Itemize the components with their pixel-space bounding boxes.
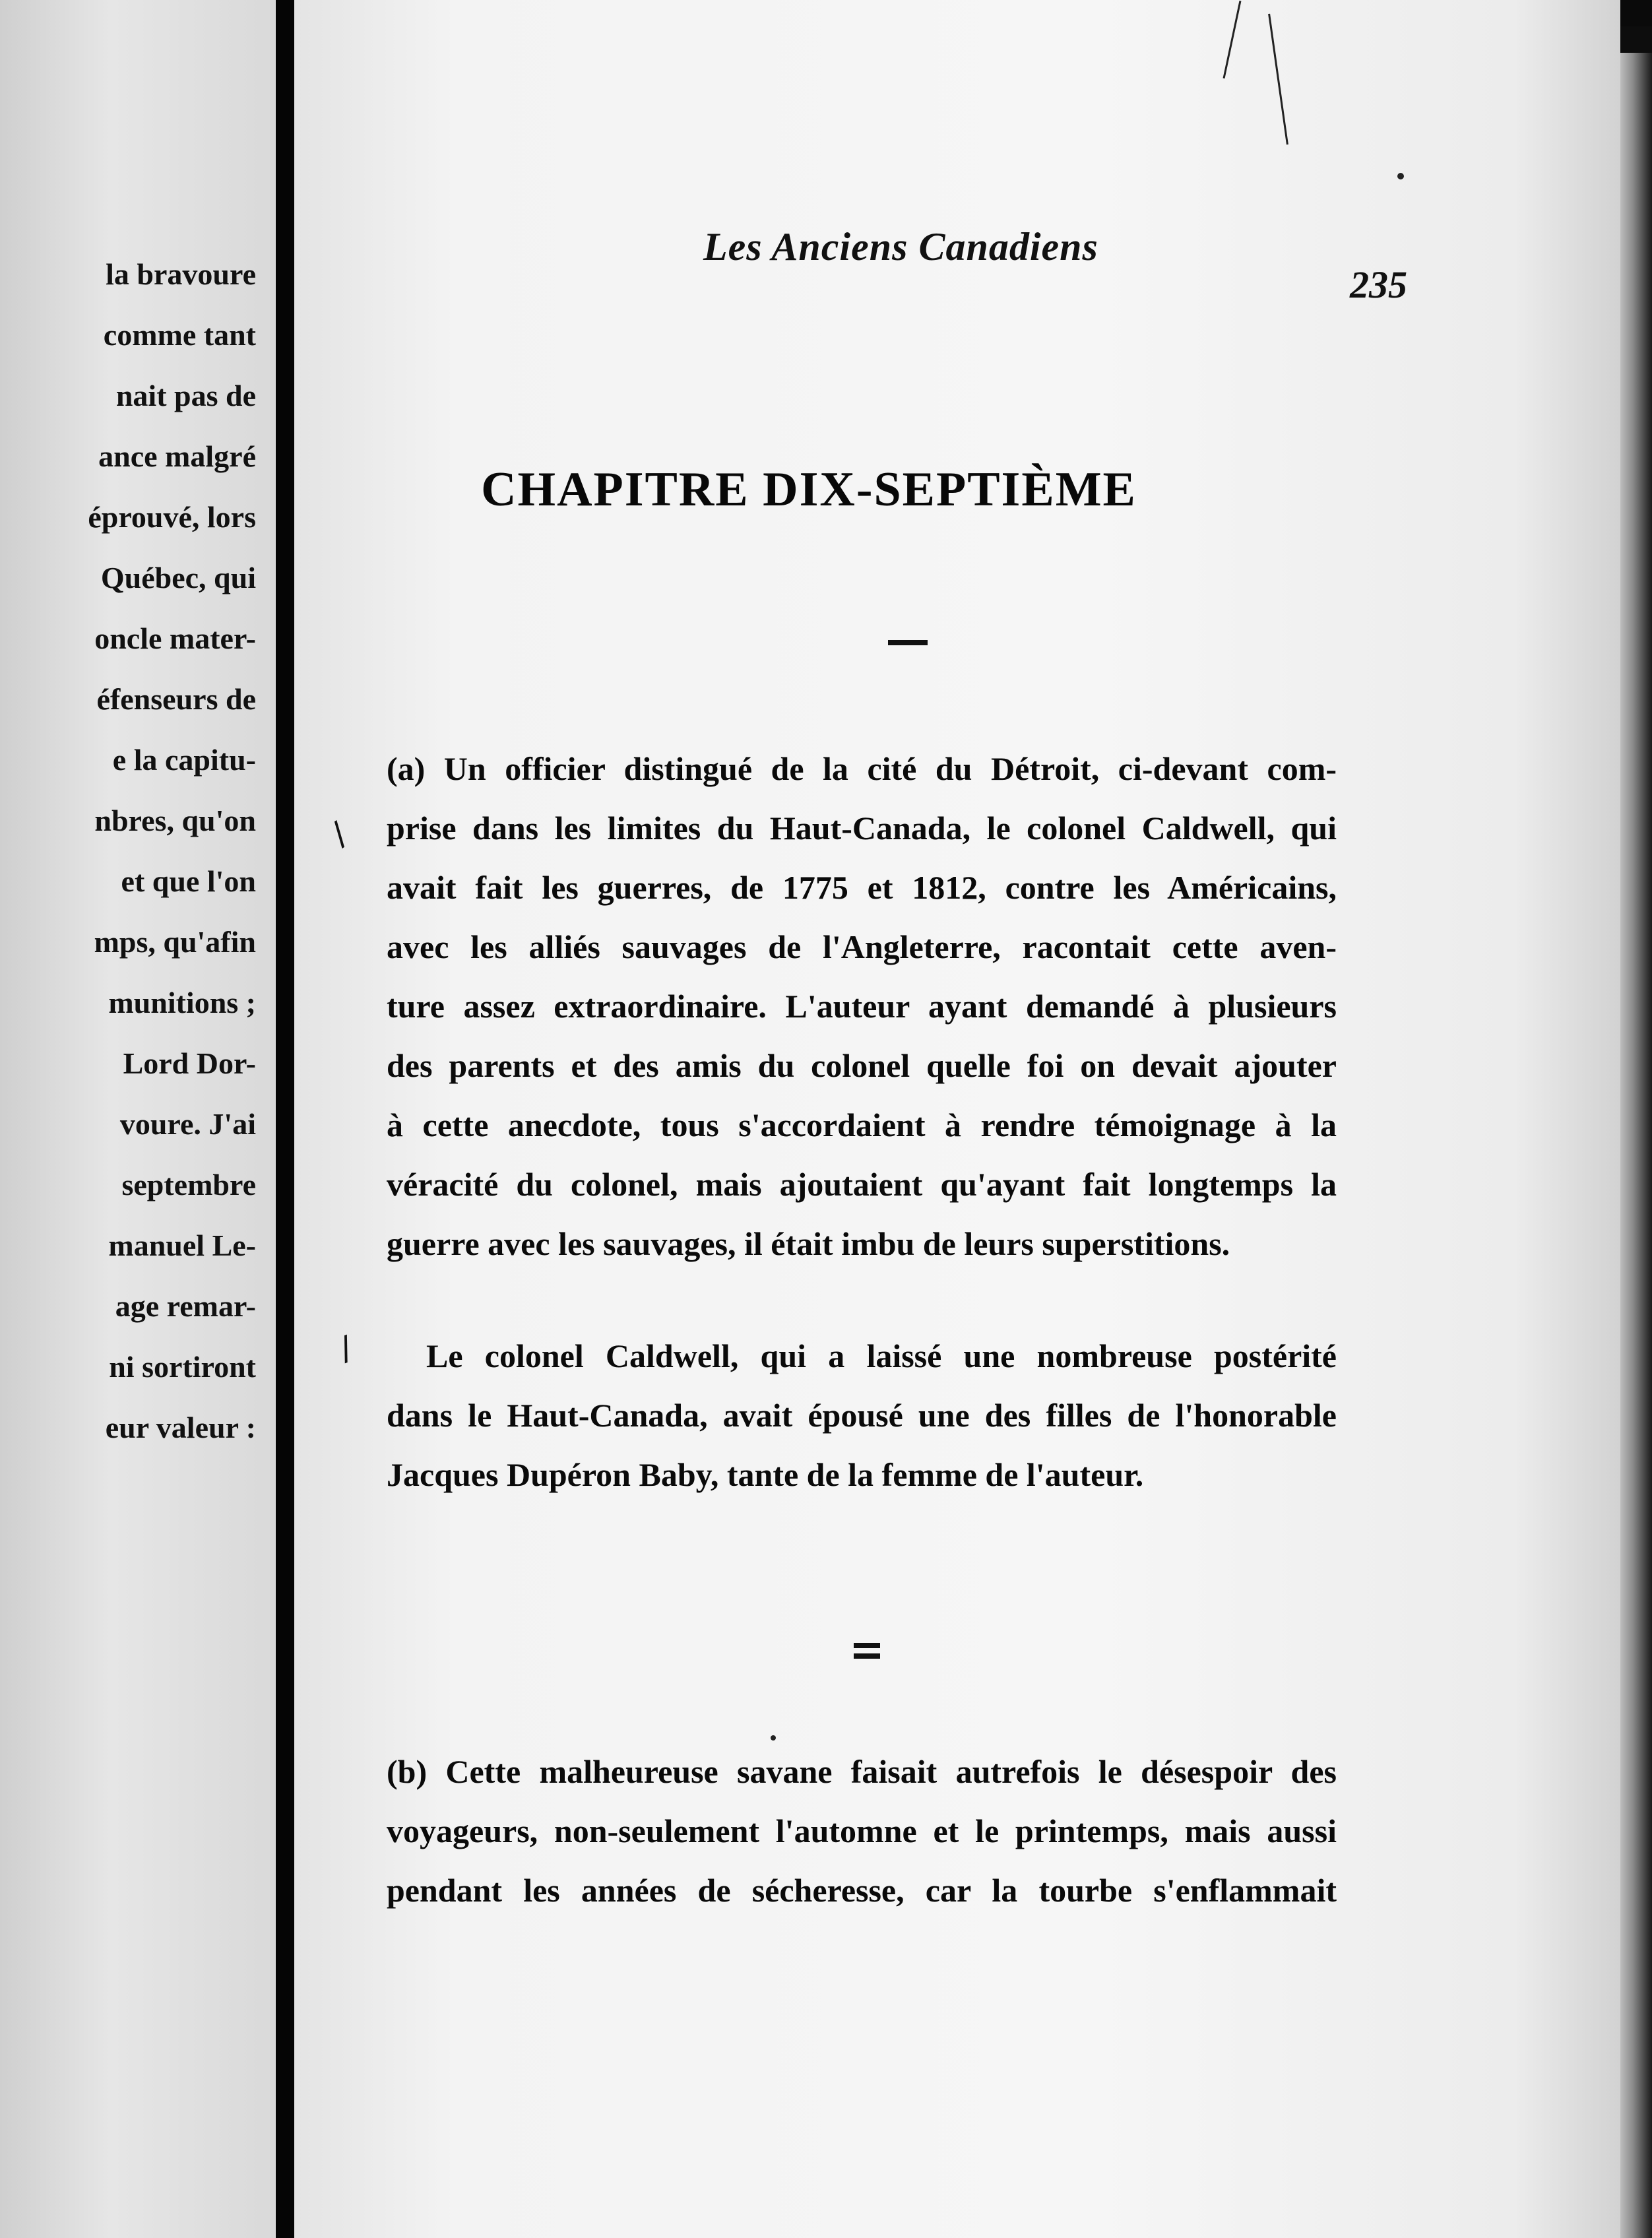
left-page-text	[88, 244, 256, 1458]
note-line: Jacques Dupéron Baby, tante de la femme de l'auteur.	[387, 1456, 1144, 1493]
note-line: des parents et des amis du colonel quelle foi on devait ajouter	[387, 1047, 1337, 1084]
left-line: la bravoure	[106, 257, 256, 291]
note-line: véracité du colonel, mais ajoutaient qu'ayant fait longtemps la	[387, 1166, 1337, 1203]
ornament-dash	[854, 1643, 880, 1648]
margin-pencil-mark: /	[333, 1326, 359, 1371]
note-line: dans le Haut-Canada, avait épousé une des filles de l'honorable	[387, 1397, 1337, 1434]
note-line: Le colonel Caldwell, qui a laissé une nombreuse postérité	[426, 1337, 1337, 1374]
left-line: septembre	[121, 1168, 256, 1201]
note-line: à cette anecdote, tous s'accordaient à rendre témoignage à la	[387, 1106, 1337, 1143]
left-line: mps, qu'afin	[94, 925, 256, 959]
note-line: prise dans les limites du Haut-Canada, le colonel Caldwell, qui	[387, 810, 1337, 847]
note-line: voyageurs, non-seulement l'automne et le printemps, mais aussi	[387, 1812, 1337, 1849]
note-a-continued	[387, 1326, 1337, 1504]
left-line: eur valeur :	[105, 1411, 256, 1444]
scratch-line	[1223, 1, 1242, 79]
main-page	[294, 0, 1620, 2238]
left-line: munitions ;	[108, 986, 256, 1019]
left-line: nbres, qu'on	[94, 804, 256, 837]
page-edge-shadow	[1620, 53, 1652, 2238]
left-line: éfenseurs de	[96, 682, 256, 716]
note-b	[387, 1742, 1337, 1920]
left-line: nait pas de	[115, 379, 256, 412]
left-line: comme tant	[103, 318, 256, 352]
running-title: Les Anciens Canadiens	[703, 225, 1098, 269]
left-line: oncle mater-	[94, 622, 256, 655]
chapter-title: CHAPITRE DIX-SEPTIÈME	[481, 463, 1137, 517]
left-facing-page	[0, 0, 276, 2238]
note-line: (b) Cette malheureuse savane faisait autrefois le désespoir des	[387, 1753, 1337, 1790]
left-line: Lord Dor-	[123, 1046, 256, 1080]
note-line: pendant les années de sécheresse, car la tourbe s'enflammait	[387, 1872, 1337, 1909]
note-line: guerre avec les sauvages, il était imbu de leurs superstitions.	[387, 1225, 1230, 1262]
left-line: et que l'on	[121, 864, 256, 898]
book-gutter	[276, 0, 294, 2238]
scratch-line	[1268, 14, 1288, 144]
left-line: voure. J'ai	[119, 1107, 256, 1141]
ornament-dash	[888, 640, 928, 645]
ornament-dash	[854, 1653, 880, 1659]
note-a	[387, 739, 1337, 1273]
left-line: manuel Le-	[108, 1229, 256, 1262]
note-line: avec les alliés sauvages de l'Angleterre, racontait cette aven-	[387, 928, 1337, 965]
left-line: ni sortiront	[109, 1350, 256, 1384]
left-line: Québec, qui	[100, 561, 256, 594]
page-speck	[771, 1735, 776, 1741]
left-line: éprouvé, lors	[88, 500, 256, 534]
page-number: 235	[1350, 263, 1407, 306]
note-line: ture assez extraordinaire. L'auteur ayant demandé à plusieurs	[387, 988, 1337, 1025]
note-line: avait fait les guerres, de 1775 et 1812, contre les Américains,	[387, 869, 1337, 906]
note-line: (a) Un officier distingué de la cité du Détroit, ci-devant com-	[387, 750, 1337, 787]
left-line: ance malgré	[98, 439, 256, 473]
left-line: age remar-	[115, 1289, 256, 1323]
margin-pencil-mark: /	[322, 813, 356, 855]
page-speck	[1397, 173, 1404, 179]
left-line: e la capitu-	[112, 743, 256, 777]
